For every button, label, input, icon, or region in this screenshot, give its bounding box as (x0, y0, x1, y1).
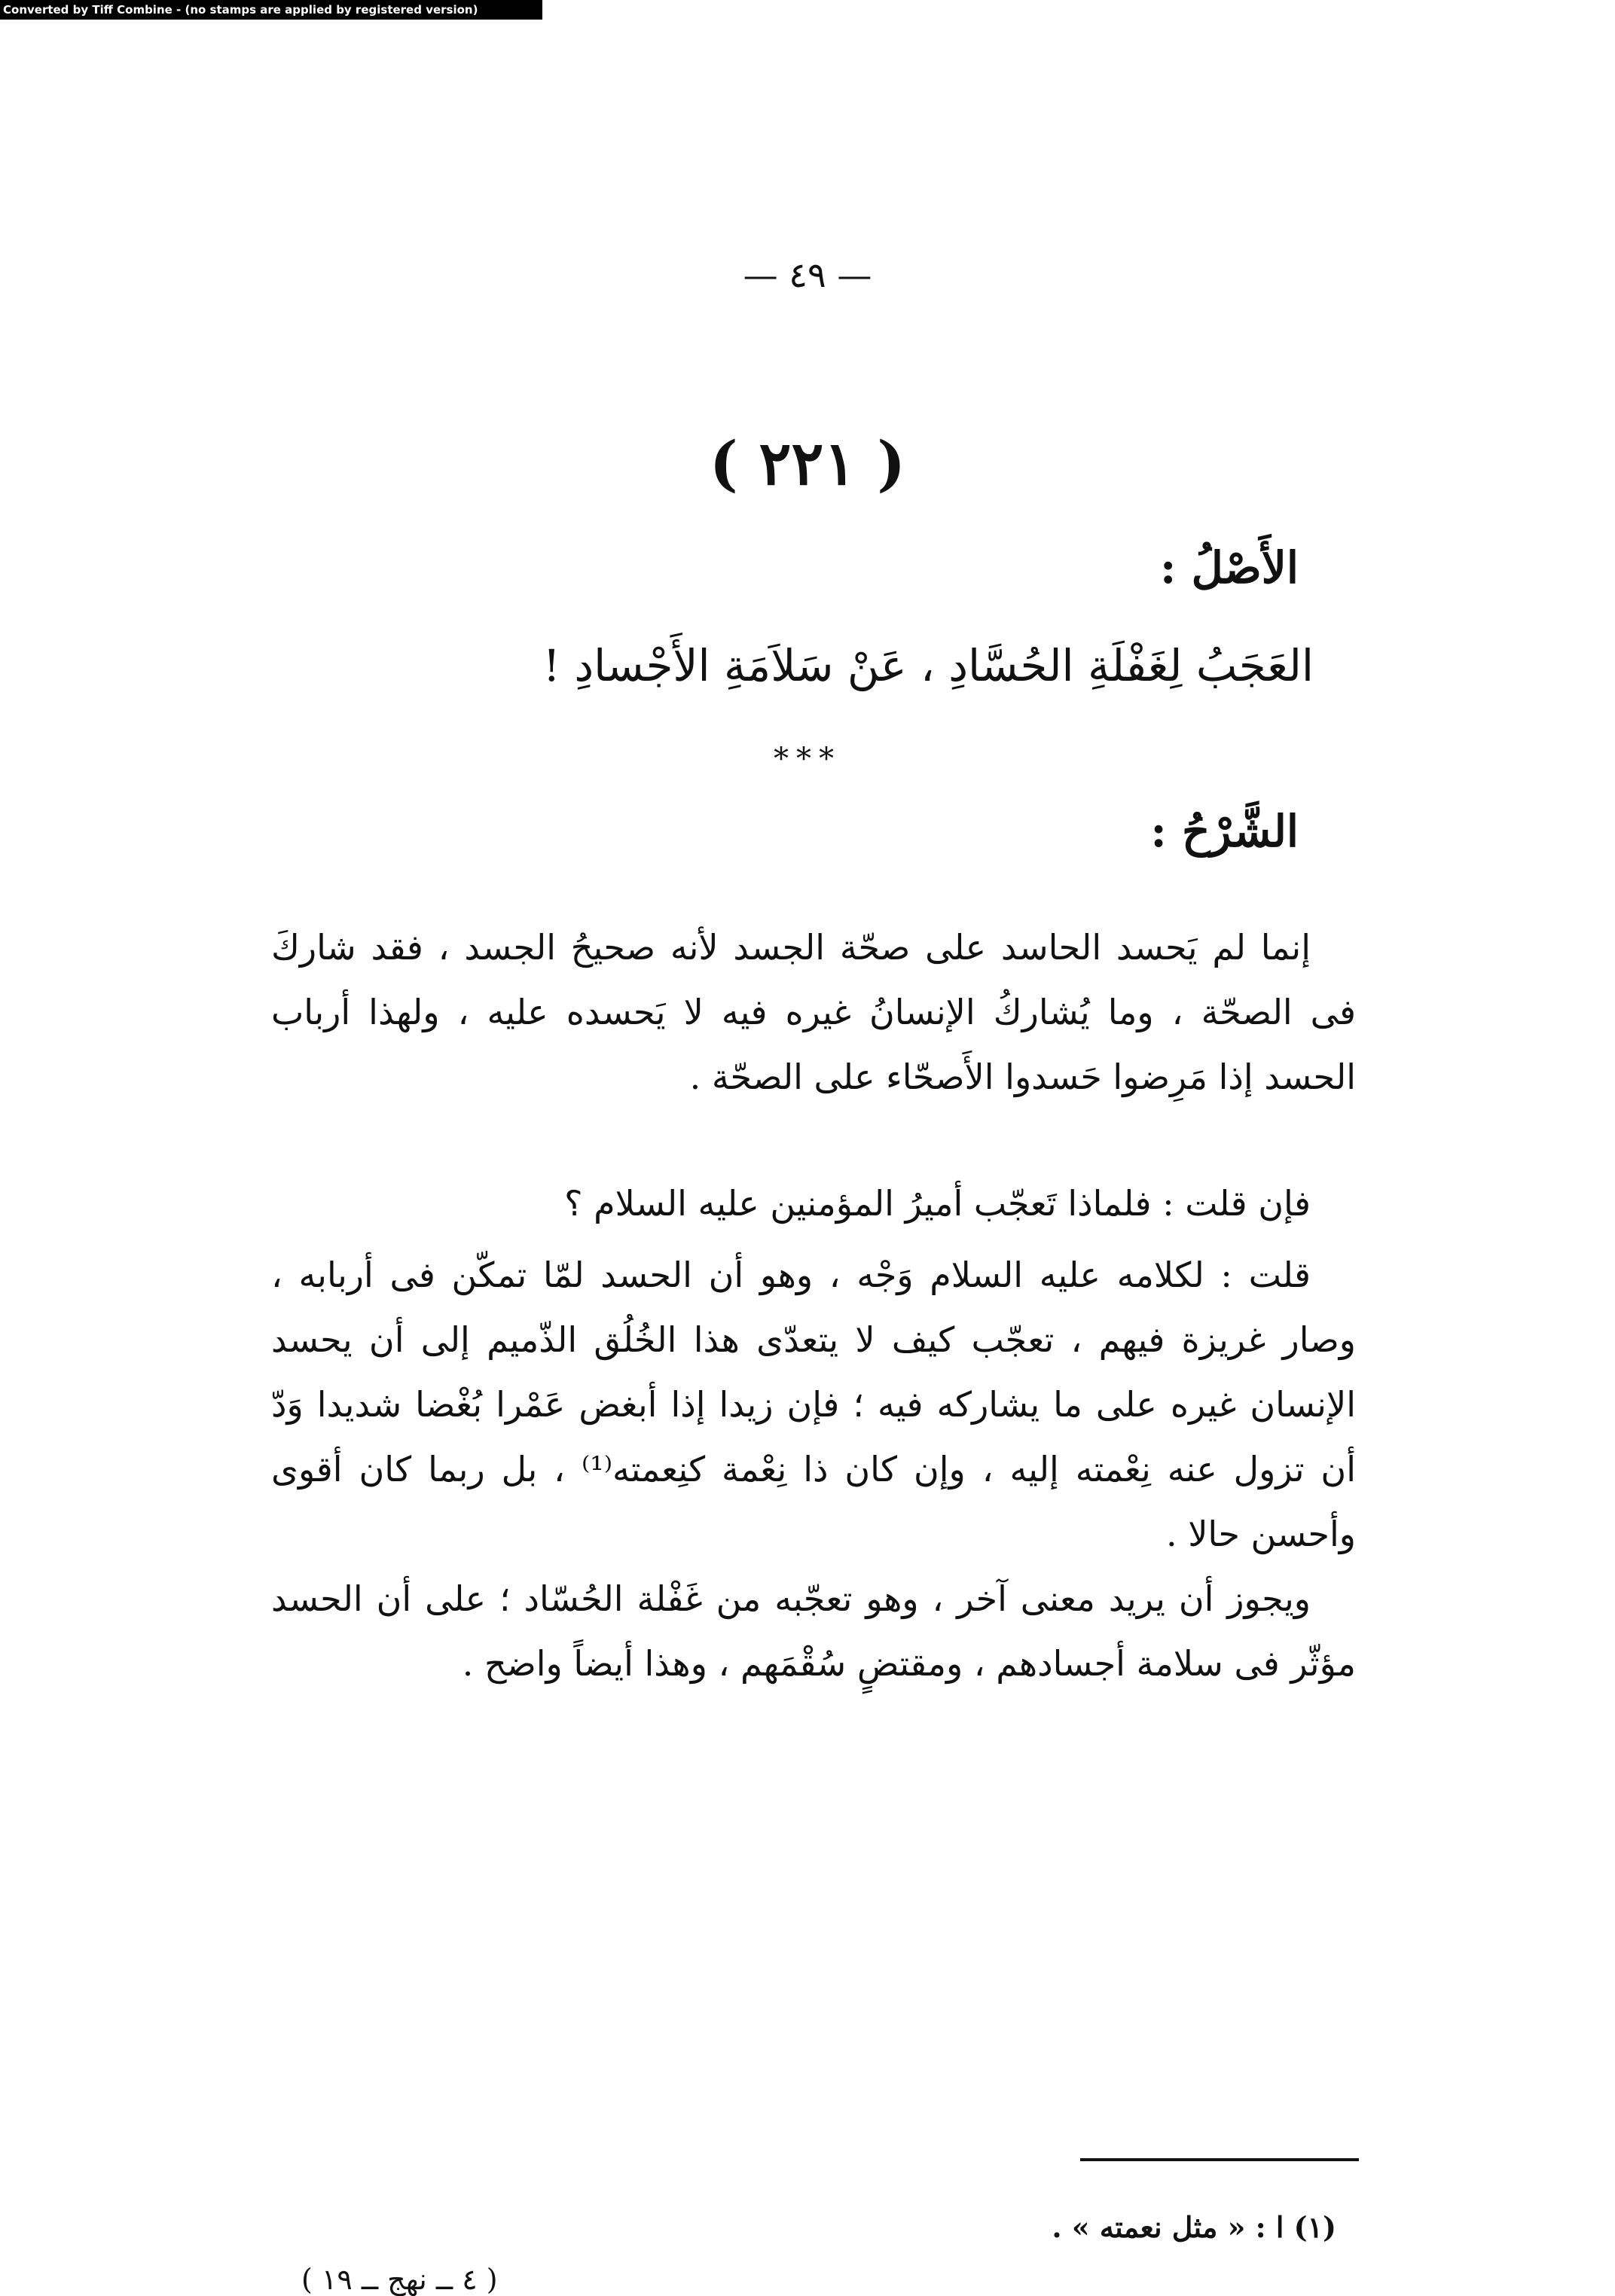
entry-number: ( ٢٢١ ) (709, 428, 906, 499)
heading-asl: الأَصْلُ : (1160, 542, 1299, 593)
commentary-question: فإن قلت : فلماذا تَعجّب أميرُ المؤمنين عليه السلام ؟ (564, 1183, 1311, 1224)
footnote: (١) ا : « مثل نعمته » . (1052, 2210, 1336, 2244)
heading-sharh: الشَّرْحُ : (1150, 806, 1299, 857)
original-saying: العَجَبُ لِغَفْلَةِ الحُسَّادِ ، عَنْ سَلاَمَةِ الأَجْسادِ ! (542, 640, 1314, 691)
print-signature-mark: ( ٤ ــ نهج ــ ١٩ ) (301, 2263, 498, 2296)
footnote-divider (1080, 2158, 1359, 2161)
commentary-answer: قلت : لكلامه عليه السلام وَجْه ، وهو أن الحسد لمّا تمكّن فى أربابه ، وصار غريزة فيهم ، تعجّب كيف لا يتعدّى هذا الخُلُق الذّميم إلى أن يحسد الإنسان غيره على ما يشاركه فيه ؛ فإن زيدا إذا أبغض عَمْرا بُغْضا شديدا وَدّ أن تزول عنه نِعْمته إليه ، وإن كان ذا نِعْمة كنِعمته⁽¹⁾ ، بل ربما كان أقوى وأحسن حالا . (271, 1255, 1356, 1554)
page-number: — ٤٩ — (743, 255, 872, 295)
commentary-alternative: ويجوز أن يريد معنى آخر ، وهو تعجّبه من غَفْلة الحُسّاد ؛ على أن الحسد مؤثّر فى سلامة أجسادهم ، ومقتضٍ سُقْمَهم ، وهذا أيضاً واضح . (271, 1578, 1356, 1684)
commentary-paragraph: إنما لم يَحسد الحاسد على صحّة الجسد لأنه صحيحُ الجسد ، فقد شاركَ فى الصحّة ، وما يُشاركُ الإنسانُ غيره فيه لا يَحسده عليه ، ولهذا أرباب الحسد إذا مَرِضوا حَسدوا الأَصحّاء على الصحّة . (271, 927, 1356, 1097)
watermark-banner: Converted by Tiff Combine - (no stamps are applied by registered version) (0, 0, 542, 20)
asterisk-separator: *** (774, 742, 841, 776)
